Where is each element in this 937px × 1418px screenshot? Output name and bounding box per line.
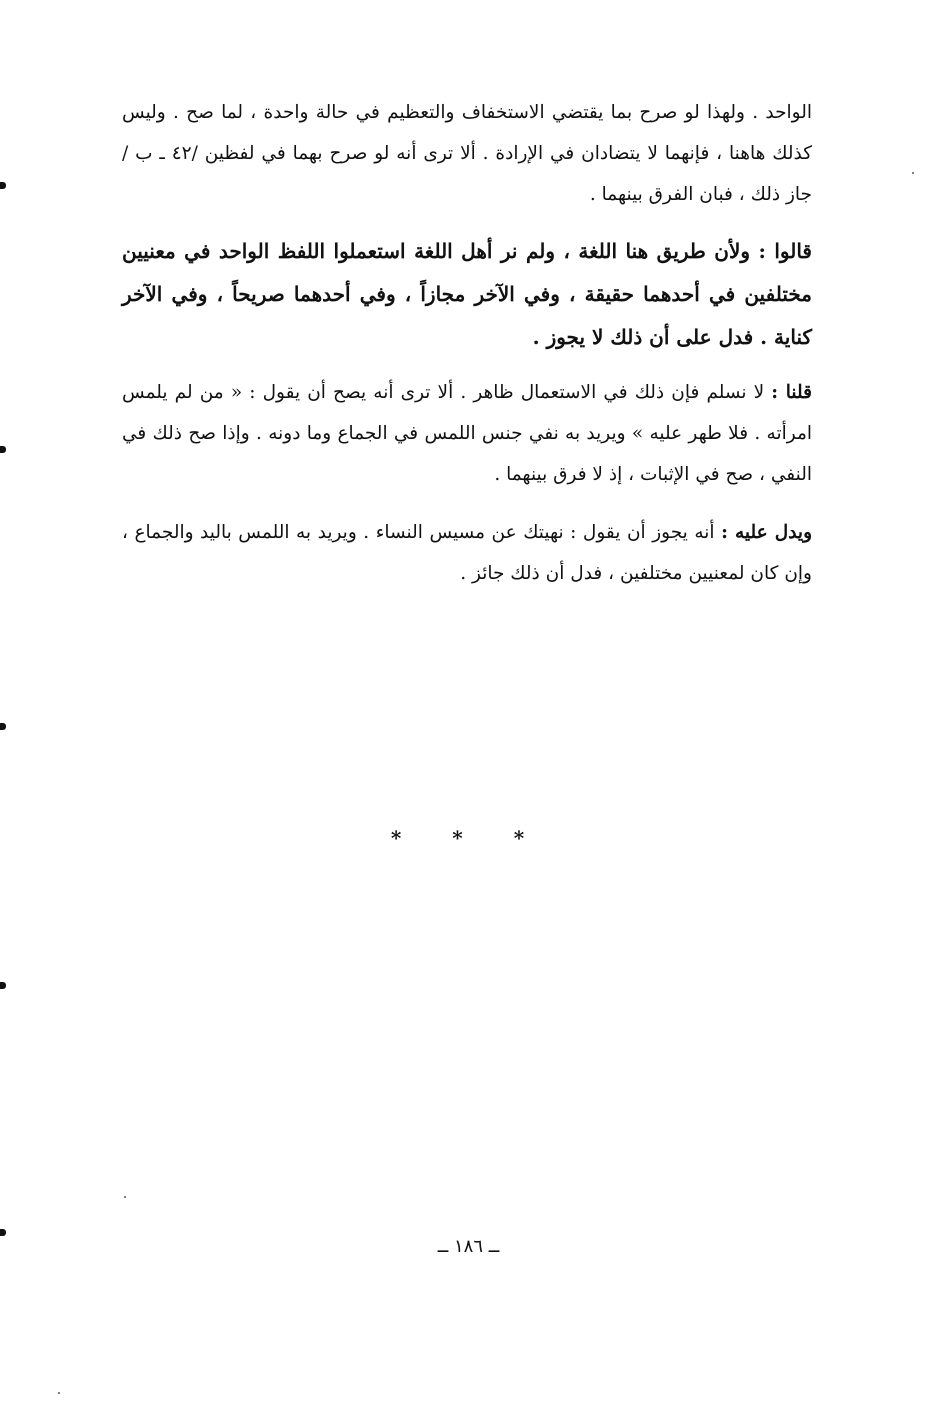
binding-mark (0, 723, 6, 730)
binding-mark (0, 1229, 6, 1236)
paragraph-3-lead: قلنا : (771, 382, 812, 403)
scan-speck (912, 172, 914, 174)
paragraph-4-body (122, 512, 812, 594)
paragraph-1-text: الواحد . ولهذا لو صرح بما يقتضي الاستخفاف والتعظيم في حالة واحدة ، لما صح . وليس كذلك هاهنا ، فإنهما لا يتضادان في الإرادة . ألا ترى أنه لو صرح بهما في لفظين /٤٢ ـ ب / جاز ذلك ، فبان الفرق بينهما . (122, 102, 813, 205)
paragraph-2 (122, 230, 812, 359)
scan-speck (58, 1392, 60, 1394)
binding-mark (0, 182, 6, 189)
binding-mark (0, 982, 6, 989)
binding-mark (0, 446, 6, 453)
page-number: ــ ١٨٦ ــ (437, 1236, 500, 1257)
paragraph-3-body (122, 372, 812, 495)
paragraph-1 (122, 92, 812, 215)
paragraph-4 (122, 512, 812, 594)
scan-speck (124, 1196, 126, 1198)
paragraph-4-text: أنه يجوز أن يقول : نهيتك عن مسيس النساء . ويريد به اللمس باليد والجماع ، وإن كان لمعنيين مختلفين ، فدل أن ذلك جائز . (122, 522, 812, 584)
paragraph-2-text: قالوا : ولأن طريق هنا اللغة ، ولم نر أهل اللغة استعملوا اللفظ الواحد في معنيين مختلفين في أحدهما حقيقة ، وفي الآخر مجازاً ، وفي أحدهما صريحاً ، وفي الآخر كناية . فدل على أن ذلك لا يجوز . (122, 239, 812, 349)
paragraph-4-lead: ويدل عليه : (721, 522, 813, 543)
section-divider-stars: * * * (390, 826, 547, 850)
paragraph-3 (122, 372, 812, 495)
paragraph-3-text: لا نسلم فإن ذلك في الاستعمال ظاهر . ألا ترى أنه يصح أن يقول : « من لم يلمس امرأته . فلا طهر عليه » ويريد به نفي جنس اللمس في الجماع وما دونه . وإذا صح ذلك في النفي ، صح في الإثبات ، إذ لا فرق بينهما . (122, 382, 812, 485)
